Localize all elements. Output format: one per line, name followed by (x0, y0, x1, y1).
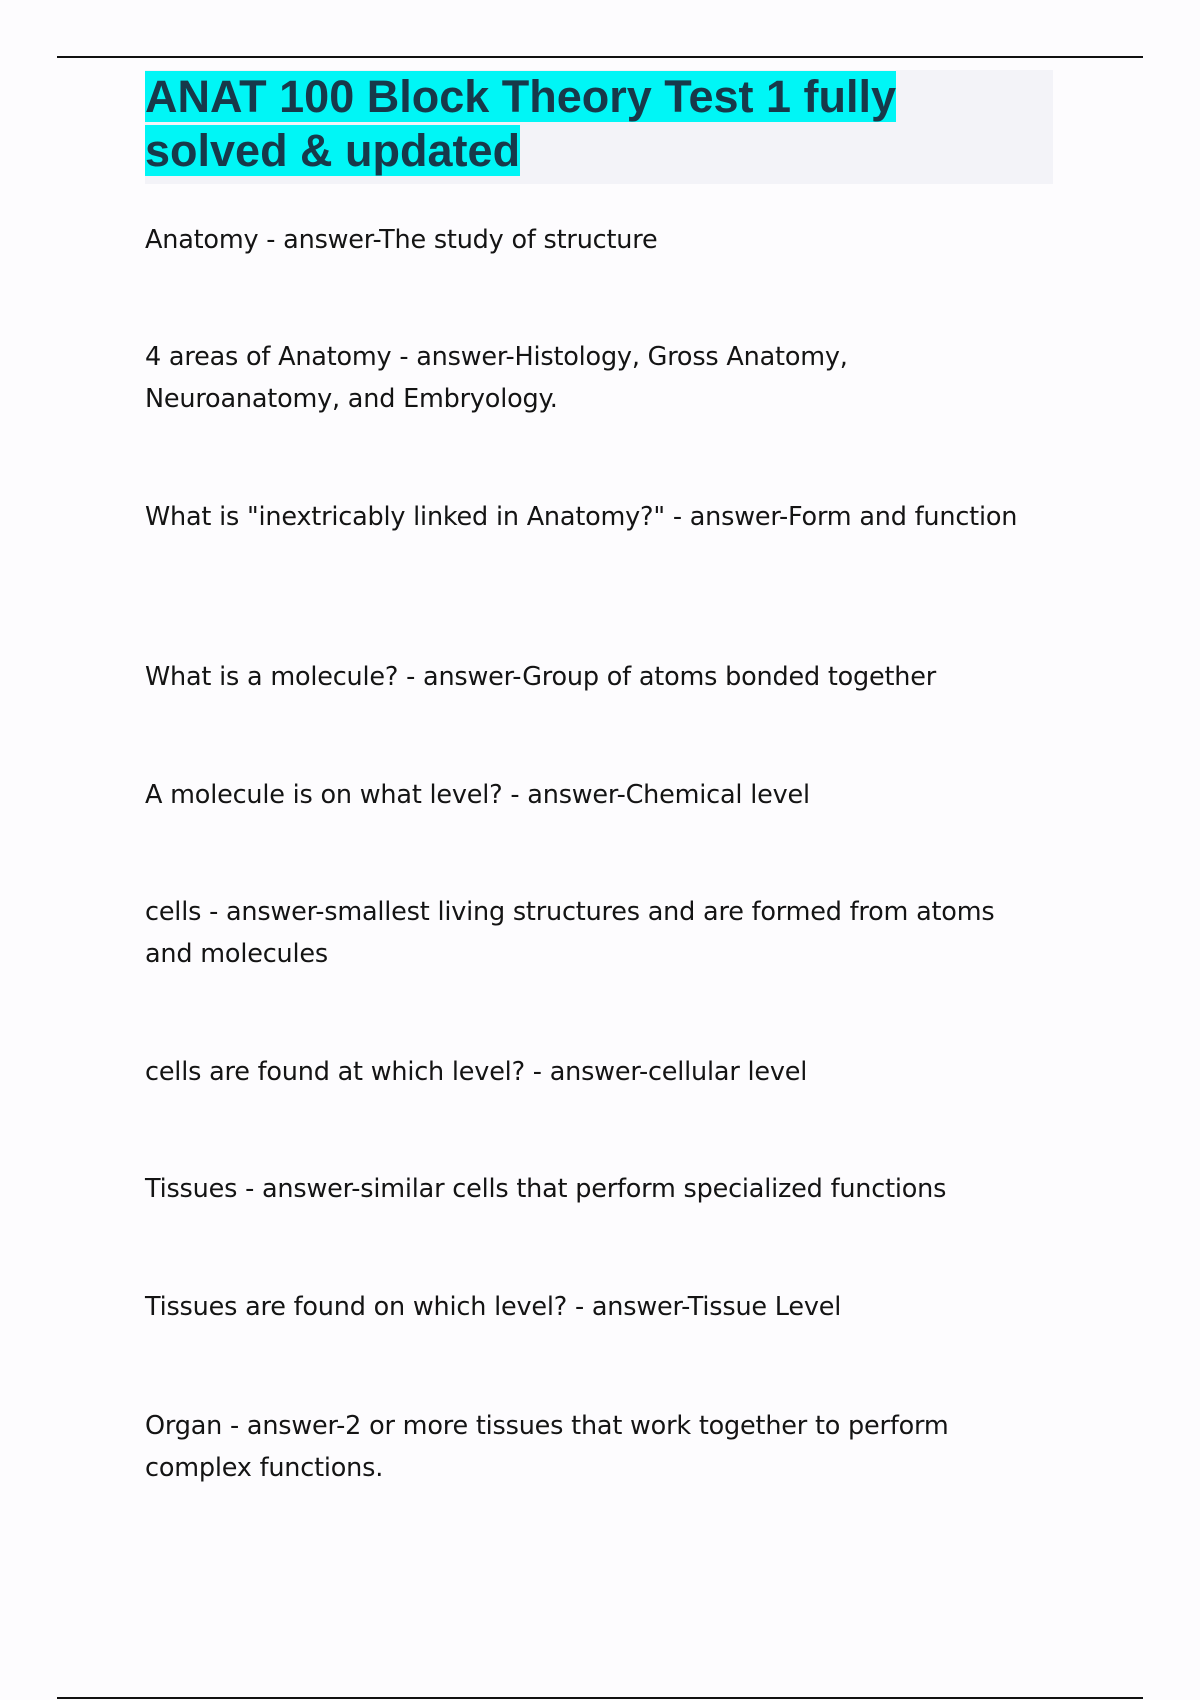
qa-entry-4: What is a molecule? - answer-Group of atoms bonded together (145, 662, 937, 692)
qa-entry-6: cells - answer-smallest living structures and are formed from atoms and molecules (145, 897, 995, 969)
title-block (145, 70, 1053, 184)
page-title (145, 70, 1025, 178)
qa-entry-2: 4 areas of Anatomy - answer-Histology, Gross Anatomy, Neuroanatomy, and Embryology. (145, 342, 848, 414)
qa-entry-9: Tissues are found on which level? - answer-Tissue Level (145, 1292, 842, 1322)
top-rule (57, 56, 1143, 58)
qa-entry-10: Organ - answer-2 or more tissues that work together to perform complex functions. (145, 1411, 949, 1483)
bottom-rule (57, 1697, 1143, 1699)
qa-entry-8: Tissues - answer-similar cells that perform specialized functions (145, 1174, 947, 1204)
qa-entry-5: A molecule is on what level? - answer-Chemical level (145, 780, 810, 810)
qa-entry-3: What is "inextricably linked in Anatomy?" - answer-Form and function (145, 502, 1018, 532)
title-text: ANAT 100 Block Theory Test 1 fully solved & updated (145, 71, 897, 176)
qa-entry-1: Anatomy - answer-The study of structure (145, 225, 658, 255)
qa-entry-7: cells are found at which level? - answer-cellular level (145, 1057, 808, 1087)
